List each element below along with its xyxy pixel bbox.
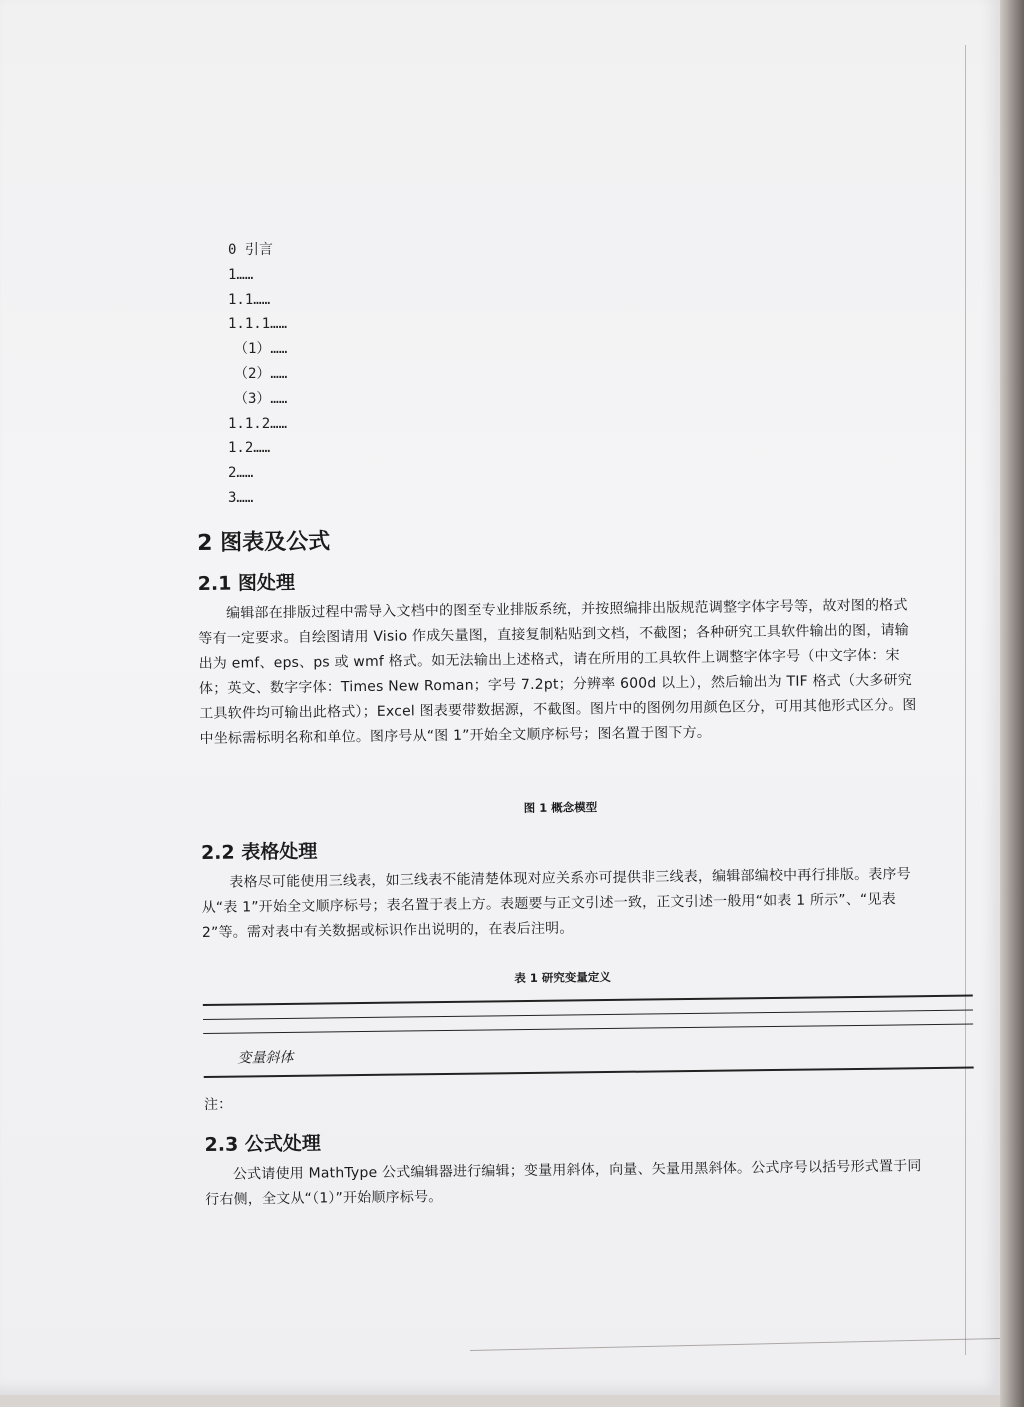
table-top-rule — [203, 995, 973, 1006]
table-caption: 表 1 研究变量定义 — [514, 969, 611, 986]
toc-item: 1…… — [228, 266, 254, 283]
toc-item: 1.2…… — [228, 440, 271, 457]
subsection-title-formulas: 2.3 公式处理 — [204, 1132, 321, 1156]
table-note: 注： — [203, 1096, 233, 1113]
toc-item: （2）…… — [234, 365, 288, 382]
toc-item: 1.1.2…… — [228, 415, 288, 432]
toc-item: 3…… — [228, 489, 254, 506]
section-content — [197, 517, 925, 1212]
formulas-paragraph: 公式请使用 MathType 公式编辑器进行编辑；变量用斜体，向量、矢量用黑斜体。公式序号以括号形式置于同行右侧，全文从“（1）”开始顺序标号。 — [205, 1157, 922, 1208]
table-header-rule — [203, 1009, 973, 1020]
toc-item: （1）…… — [234, 341, 288, 358]
toc-item: 2…… — [228, 465, 254, 482]
figure-caption: 图 1 概念模型 — [523, 800, 598, 816]
toc-item: （3）…… — [234, 390, 288, 407]
table-row: 变量斜体 — [237, 1049, 294, 1067]
toc-list — [228, 238, 287, 511]
toc-item: 0 引言 — [228, 242, 273, 258]
scan-shadow-edge — [1000, 0, 1024, 1407]
figures-paragraph: 编辑部在排版过程中需导入文档中的图至专业排版系统，并按照编排出版规范调整字体字号等，故对图的格式等有一定要求。自绘图请用 Visio 作成矢量图，直接复制粘贴到文档，不截图；各种研究工具软件输出的图，请输出为 emf、eps、ps 或 wmf 格式。如无法输出上述格式，请在所用的工具软件上调整字体字号（中文字体：宋体；英文、数字字体：Times New Roman；字号 7.2pt；分辨率 600d 以上），然后输出为 TIF 格式（大多研究工具软件均可输出此格式）；Excel 图表要带数据源，不截图。图片中的图例勿用颜色区分，可用其他形式区分。图中坐标需标明名称和单位。图序号从“图 1”开始全文顺序标号；图名置于图下方。 — [198, 597, 917, 747]
tables-paragraph: 表格尽可能使用三线表，如三线表不能清楚体现对应关系亦可提供非三线表，编辑部编校中再行排版。表序号从“表 1”开始全文顺序标号；表名置于表上方。表题要与正文引述一致，正文引述一般用“如表 1 所示”、“见表 2”等。需对表中有关数据或标识作出说明的，在表后注明。 — [201, 866, 912, 941]
three-line-table — [203, 995, 974, 1078]
toc-item: 1.1.1…… — [228, 316, 288, 333]
subsection-title-tables: 2.2 表格处理 — [200, 840, 318, 864]
subsection-title-figures: 2.1 图处理 — [197, 571, 296, 595]
page-bottom-edge — [470, 1338, 1000, 1351]
page-fold-line — [965, 45, 966, 1355]
section-title: 2 图表及公式 — [197, 529, 331, 556]
toc-item: 1.1…… — [228, 291, 271, 308]
